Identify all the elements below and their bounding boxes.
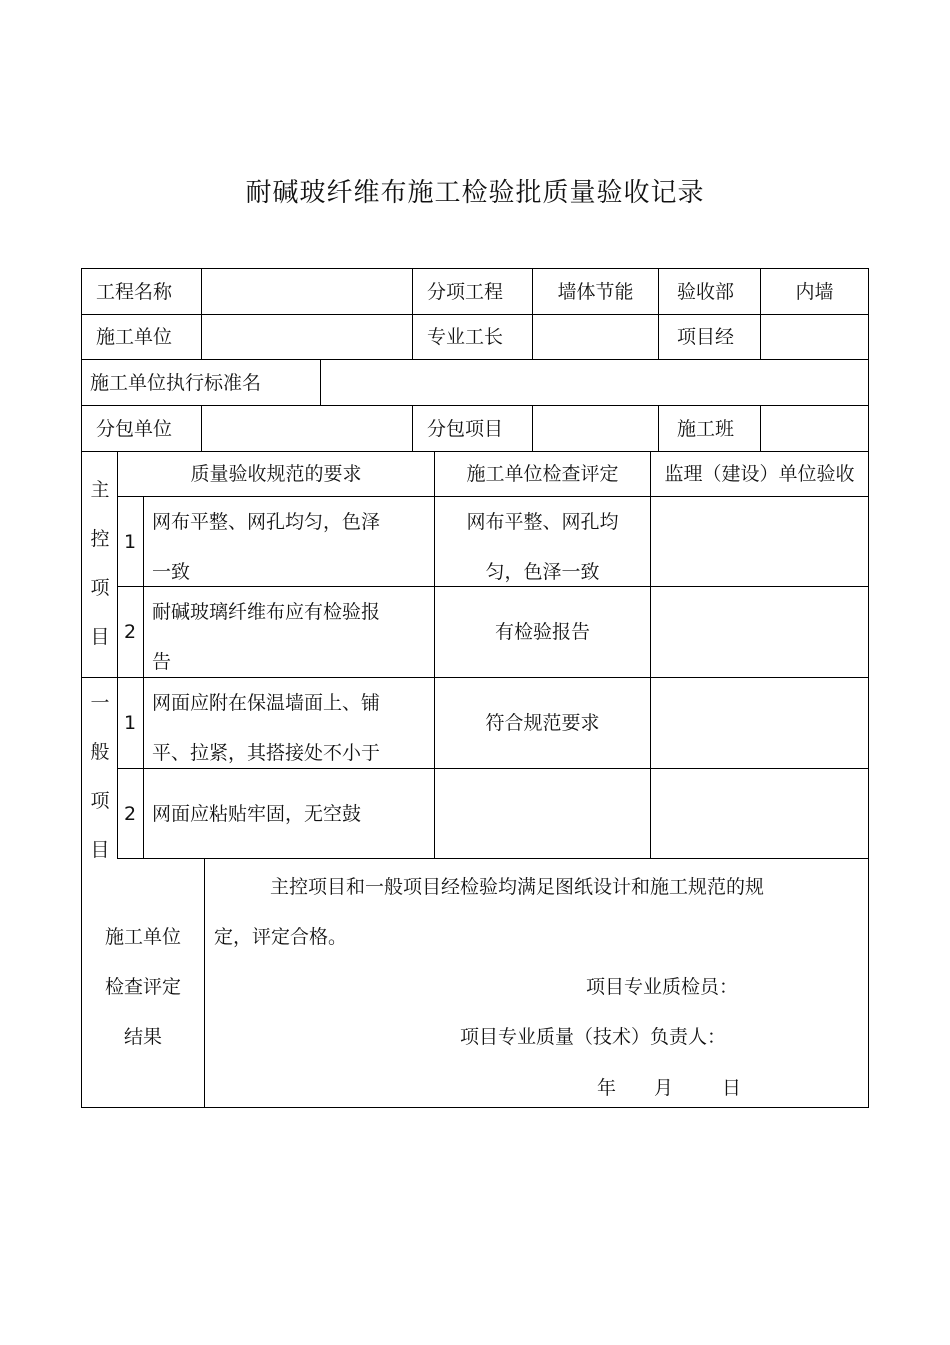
spec-requirements-header: 质量验收规范的要求 <box>190 463 362 485</box>
main-control-label-char: 项 <box>90 577 110 599</box>
general-label-char: 般 <box>90 741 110 763</box>
subcontract-item-label: 分包项目 <box>427 417 504 440</box>
standard-label: 施工单位执行标准名 <box>90 371 262 394</box>
result-conclusion-line1: 主控项目和一般项目经检验均满足图纸设计和施工规范的规 <box>270 876 765 898</box>
general-item-2-requirement: 网面应粘贴牢固，无空鼓 <box>152 802 362 825</box>
check-line: 网布平整、网孔均 <box>466 511 619 533</box>
project-name-value[interactable] <box>202 269 412 314</box>
item-number: 2 <box>123 621 137 643</box>
item-number: 1 <box>123 712 137 734</box>
team-label: 施工班 <box>677 417 735 440</box>
contractor-check-header: 施工单位检查评定 <box>466 463 619 485</box>
result-label-line: 检查评定 <box>104 976 181 998</box>
main-control-label-char: 主 <box>90 479 110 501</box>
subcontract-item-value[interactable] <box>533 406 658 451</box>
sub-item-label: 分项工程 <box>427 280 504 303</box>
table-border-bottom <box>81 1107 869 1108</box>
item-number: 1 <box>123 531 137 553</box>
page-title: 耐碱玻纤维布施工检验批质量验收记录 <box>245 178 705 208</box>
main-item-2-check[interactable]: 有检验报告 <box>494 621 590 643</box>
construction-unit-value[interactable] <box>202 315 412 359</box>
construction-unit-label: 施工单位 <box>96 326 173 348</box>
main-item-1-check[interactable] <box>435 497 650 586</box>
col-divider <box>204 858 205 1108</box>
requirement-line: 耐碱玻璃纤维布应有检验报 <box>152 601 381 623</box>
general-item-1-check[interactable]: 符合规范要求 <box>485 712 600 734</box>
team-value[interactable] <box>761 406 868 451</box>
standard-value[interactable] <box>321 360 868 405</box>
main-item-2-requirement <box>144 587 434 677</box>
result-conclusion-line2: 定，评定合格。 <box>214 926 348 948</box>
requirement-line: 网布平整、网孔均匀，色泽 <box>152 511 381 533</box>
main-control-label-char: 控 <box>90 528 110 550</box>
acceptance-part-label: 验收部 <box>677 280 735 303</box>
requirement-line: 一致 <box>152 561 191 583</box>
row-divider <box>117 858 869 859</box>
project-name-label: 工程名称 <box>96 280 173 303</box>
check-line: 匀，色泽一致 <box>485 561 600 583</box>
requirement-line: 平、拉紧，其搭接处不小于 <box>152 742 381 764</box>
project-manager-label: 项目经 <box>677 326 735 348</box>
acceptance-part-value[interactable]: 内墙 <box>795 280 834 303</box>
result-label-line: 结果 <box>123 1026 162 1048</box>
foreman-value[interactable] <box>533 315 658 359</box>
result-label-line: 施工单位 <box>104 926 181 948</box>
main-item-1-requirement <box>144 497 434 586</box>
foreman-label: 专业工长 <box>427 326 504 348</box>
subcontract-unit-value[interactable] <box>202 406 412 451</box>
general-item-1-supervisor[interactable] <box>651 678 868 768</box>
subcontract-unit-label: 分包单位 <box>96 417 173 440</box>
main-control-label-char: 目 <box>90 626 110 648</box>
general-label-char: 项 <box>90 790 110 812</box>
date-month: 月 <box>654 1077 674 1099</box>
supervisor-check-header: 监理（建设）单位验收 <box>664 463 855 485</box>
responsible-label: 项目专业质量（技术）负责人： <box>460 1026 727 1048</box>
general-label-char: 一 <box>90 692 110 714</box>
date-year: 年 <box>597 1077 617 1099</box>
date-day: 日 <box>722 1077 742 1099</box>
requirement-line: 网面应附在保温墙面上、铺 <box>152 692 381 714</box>
inspector-label: 项目专业质检员： <box>586 976 739 998</box>
general-item-2-check[interactable] <box>435 769 650 858</box>
main-item-2-supervisor[interactable] <box>651 587 868 677</box>
general-label-char: 目 <box>90 839 110 858</box>
main-item-1-supervisor[interactable] <box>651 497 868 586</box>
general-item-2-supervisor[interactable] <box>651 769 868 858</box>
general-item-1-requirement <box>144 678 434 768</box>
sub-item-value[interactable]: 墙体节能 <box>557 280 634 303</box>
table-border-right <box>868 268 869 1108</box>
requirement-line: 告 <box>152 651 172 673</box>
item-number: 2 <box>123 803 137 825</box>
project-manager-value[interactable] <box>761 315 868 359</box>
